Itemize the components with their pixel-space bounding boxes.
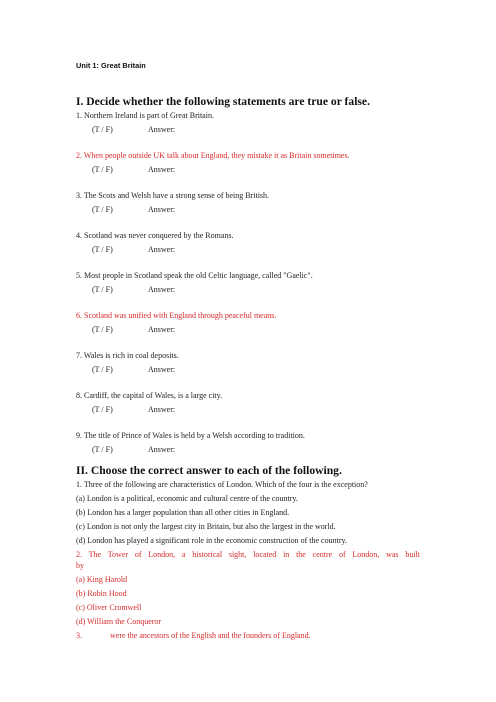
answer-label: Answer:	[148, 125, 176, 134]
tf-answer-row-2	[92, 165, 176, 175]
tf-question-5: 5. Most people in Scotland speak the old Celtic language, called "Gaelic".	[76, 271, 313, 280]
tf-answer-row-7	[92, 365, 176, 375]
tf-question-6: 6. Scotland was unified with England through peaceful means.	[76, 311, 277, 320]
tf-question-7: 7. Wales is rich in coal deposits.	[76, 351, 179, 360]
section1-heading: I. Decide whether the following statements are true or false.	[76, 95, 370, 108]
tf-choice: (T / F)	[92, 205, 113, 214]
answer-label: Answer:	[148, 205, 176, 214]
tf-choice: (T / F)	[92, 285, 113, 294]
tf-choice: (T / F)	[92, 445, 113, 454]
tf-question-1: 1. Northern Ireland is part of Great Britain.	[76, 111, 214, 120]
tf-choice: (T / F)	[92, 165, 113, 174]
tf-answer-row-6	[92, 325, 176, 335]
tf-choice: (T / F)	[92, 405, 113, 414]
tf-question-2: 2. When people outside UK talk about England, they mistake it as Britain sometimes.	[76, 151, 350, 160]
mc-option-1a: (a) London is a political, economic and cultural centre of the country.	[76, 494, 298, 503]
tf-question-8: 8. Cardiff, the capital of Wales, is a large city.	[76, 391, 223, 400]
tf-question-9: 9. The title of Prince of Wales is held by a Welsh according to tradition.	[76, 431, 305, 440]
mc-option-1c: (c) London is not only the largest city in Britain, but also the largest in the world.	[76, 522, 336, 531]
mc-option-2c: (c) Oliver Cromwell	[76, 603, 142, 612]
question-number: 3.	[76, 631, 82, 640]
tf-answer-row-8	[92, 405, 176, 415]
mc-option-2d: (d) William the Conqueror	[76, 617, 162, 626]
mc-question-2-end: by	[76, 561, 84, 570]
answer-label: Answer:	[148, 165, 176, 174]
tf-answer-row-3	[92, 205, 176, 215]
tf-answer-row-9	[92, 445, 176, 455]
tf-choice: (T / F)	[92, 245, 113, 254]
answer-label: Answer:	[148, 405, 176, 414]
mc-option-2a: (a) King Harold	[76, 575, 128, 584]
answer-label: Answer:	[148, 245, 176, 254]
mc-question-3	[76, 631, 311, 641]
answer-label: Answer:	[148, 365, 176, 374]
mc-option-1d: (d) London has played a significant role in the economic construction of the country.	[76, 536, 347, 545]
answer-label: Answer:	[148, 325, 176, 334]
tf-choice: (T / F)	[92, 125, 113, 134]
mc-option-2b: (b) Robin Hood	[76, 589, 127, 598]
mc-question-2: 2. The Tower of London, a historical sight, located in the centre of London, was built	[76, 550, 420, 559]
answer-label: Answer:	[148, 285, 176, 294]
unit-title: Unit 1: Great Britain	[76, 61, 146, 70]
tf-choice: (T / F)	[92, 325, 113, 334]
tf-choice: (T / F)	[92, 365, 113, 374]
section2-heading: II. Choose the correct answer to each of the following.	[76, 464, 342, 477]
answer-label: Answer:	[148, 445, 176, 454]
mc-question-1: 1. Three of the following are characteristics of London. Which of the four is the exception?	[76, 480, 368, 489]
tf-answer-row-5	[92, 285, 176, 295]
mc-option-1b: (b) London has a larger population than all other cities in England.	[76, 508, 290, 517]
question-stem: were the ancestors of the English and the founders of England.	[110, 631, 311, 640]
tf-answer-row-4	[92, 245, 176, 255]
tf-question-3: 3. The Scots and Welsh have a strong sense of being British.	[76, 191, 270, 200]
tf-answer-row-1	[92, 125, 176, 135]
tf-question-4: 4. Scotland was never conquered by the Romans.	[76, 231, 234, 240]
